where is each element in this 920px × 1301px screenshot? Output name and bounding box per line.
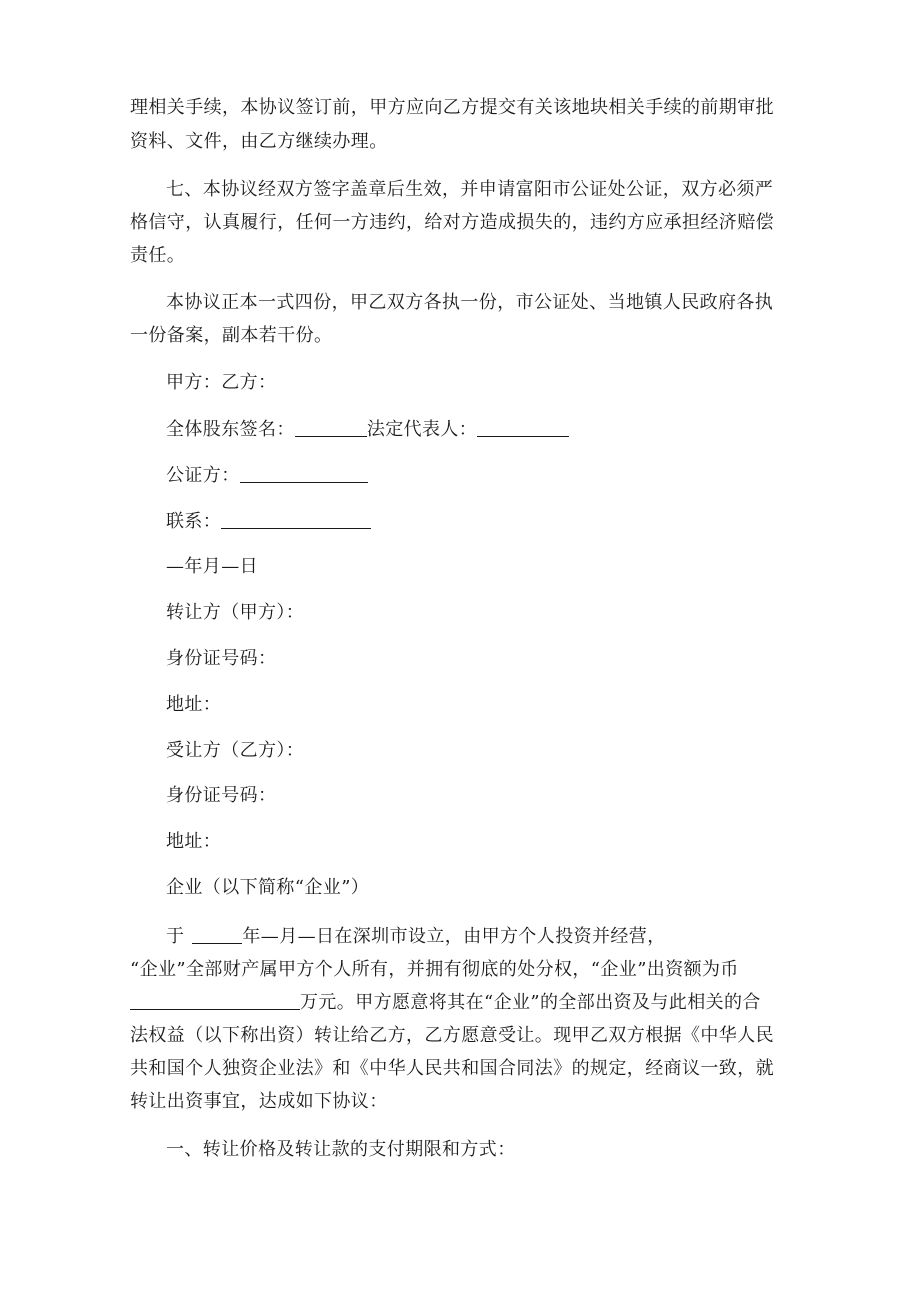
contact-blank[interactable] bbox=[221, 510, 371, 529]
legal-rep-label: 法定代表人： bbox=[366, 419, 478, 440]
capital-unit-text: 万元。甲方愿意将其在“企业”的全部出资及与此相关的合 bbox=[300, 992, 761, 1013]
transferee-address-label: 地址： bbox=[166, 831, 222, 852]
contact-label: 联系： bbox=[166, 511, 222, 532]
transferee-label: 受让方（乙方）： bbox=[166, 740, 305, 761]
party-labels: 甲方：乙方： bbox=[166, 372, 277, 393]
shareholders-signature-blank[interactable] bbox=[295, 418, 367, 437]
notary-label: 公证方： bbox=[166, 465, 240, 486]
paragraph-line: 本协议正本一式四份，甲乙双方各执一份，市公证处、当地镇人民政府各执 bbox=[166, 292, 774, 313]
shareholders-label: 全体股东签名： bbox=[166, 419, 295, 440]
paragraph-line: “企业”全部财产属甲方个人所有，并拥有彻底的处分权，“企业”出资额为币 bbox=[130, 959, 739, 980]
legal-rep-signature-blank[interactable] bbox=[477, 418, 569, 437]
paragraph-line: 转让出资事宜，达成如下协议： bbox=[130, 1091, 388, 1112]
capital-amount-blank[interactable] bbox=[130, 991, 300, 1010]
paragraph-line: 一份备案，副本若干份。 bbox=[130, 325, 333, 346]
establish-prefix: 于 bbox=[166, 926, 185, 947]
paragraph-line: 法权益（以下称出资）转让给乙方，乙方愿意受让。现甲乙双方根据《中华人民 bbox=[130, 1025, 774, 1046]
paragraph-line: 资料、文件，由乙方继续办理。 bbox=[130, 131, 388, 152]
notary-line bbox=[166, 464, 368, 488]
paragraph-line: 责任。 bbox=[130, 245, 186, 266]
date-line: —年月—日 bbox=[166, 556, 258, 577]
paragraph-line: 共和国个人独资企业法》和《中华人民共和国合同法》的规定，经商议一致，就 bbox=[130, 1058, 774, 1079]
paragraph-line: 理相关手续，本协议签订前，甲方应向乙方提交有关该地块相关手续的前期审批 bbox=[130, 97, 774, 118]
paragraph-line: 格信守，认真履行，任何一方违约，给对方造成损失的，违约方应承担经济赔偿 bbox=[130, 212, 774, 233]
transferee-id-label: 身份证号码： bbox=[166, 785, 277, 806]
transferor-id-label: 身份证号码： bbox=[166, 648, 277, 669]
capital-line bbox=[130, 991, 761, 1015]
enterprise-line: 企业（以下简称“企业”） bbox=[166, 877, 370, 898]
signature-line bbox=[166, 418, 569, 442]
paragraph-line: 七、本协议经双方签字盖章后生效，并申请富阳市公证处公证，双方必须严 bbox=[166, 179, 774, 200]
section-heading: 一、转让价格及转让款的支付期限和方式： bbox=[166, 1139, 516, 1160]
transferor-label: 转让方（甲方）： bbox=[166, 602, 305, 623]
establish-line bbox=[166, 925, 666, 949]
contact-line bbox=[166, 510, 371, 534]
establish-year-blank[interactable] bbox=[192, 925, 242, 944]
transferor-address-label: 地址： bbox=[166, 694, 222, 715]
notary-blank[interactable] bbox=[240, 464, 368, 483]
establish-suffix: 年—月—日在深圳市设立，由甲方个人投资并经营， bbox=[242, 926, 666, 947]
